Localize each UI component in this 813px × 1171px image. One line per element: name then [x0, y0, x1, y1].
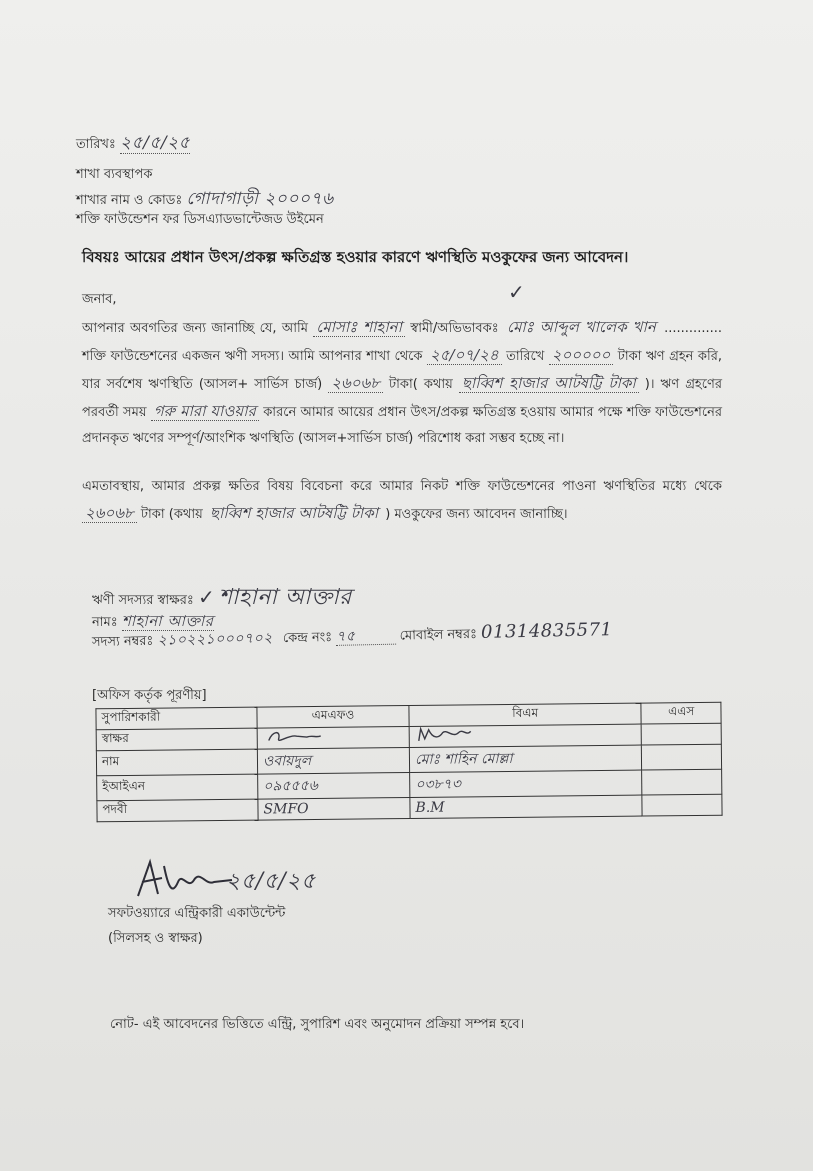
p1-text-e: টাকা ঋণ গ্রহন করি, যার সর্বশেষ ঋণস্থিতি (আসল+ সার্ভিস চার্জ)	[82, 349, 722, 392]
body-paragraph-2	[82, 474, 722, 528]
loan-date-fill: ২৫/০৭/২৪	[427, 346, 502, 365]
office-use-title: [অফিস কর্তৃক পূরণীয়]	[92, 688, 207, 703]
member-signature: শাহানা আক্তার	[218, 585, 352, 610]
mobile-label: মোবাইল নম্বরঃ	[399, 626, 478, 644]
p1-text-c: শক্তি ফাউন্ডেশনের একজন ঋণী সদস্য। আমি আপনার শাখা থেকে	[82, 349, 423, 364]
column-header: এমএফও	[257, 705, 409, 728]
waive-amount-fill: ২৬০৬৮	[82, 504, 137, 523]
column-header: সুপারিশকারী	[96, 707, 257, 730]
as-cell	[642, 769, 722, 795]
checkmark-icon: ✓	[508, 280, 525, 304]
subject-line: বিষয়ঃ আয়ের প্রধান উৎস/প্রকল্প ক্ষতিগ্রস্ত হওয়ার কারণে ঋণস্থিতি মওকুফের জন্য আবেদন।	[82, 248, 629, 266]
bm-signature-cell	[409, 724, 642, 747]
p1-text-f: টাকা( কথায়	[389, 377, 453, 392]
waive-words-fill: ছাব্বিশ হাজার আটষট্টি টাকা	[209, 504, 379, 522]
date-line	[76, 130, 190, 158]
as-cell	[642, 794, 722, 816]
body-paragraph-1: আপনার অবগতির জন্য জানাচ্ছি যে, আমি মোসাঃ শাহানা স্বামী/অভিভাবকঃ মোঃ আব্দুল খালেক খান .............. শক্তি ফাউন্ডেশনের একজন ঋণী সদস্য। আমি আপনার শাখা থেকে ২৫/০৭/২৪ তারিখে ২০০০০০ টাকা ঋণ গ্রহন করি, যার সর্বশেষ ঋণস্থিতি (আসল+ সার্ভিস চার্জ) ২৬০৬৮ টাকা( কথায় ছাব্বিশ হাজার আটষট্টি টাকা )। ঋণ গ্রহণের পরবর্তী সময় গরু মারা যাওয়ার কারনে আমার আয়ের প্রধান উৎস/প্রকল্প ক্ষতিগ্রস্ত হওয়ায় আমার পক্ষে শক্তি ফাউন্ডেশনের প্রদানকৃত ঋণের সম্পূর্ণ/আংশিক ঋণস্থিতি (আসল+সার্ভিস চার্জ) পরিশোধ করা সম্ভব হচ্ছে না।	[82, 318, 722, 446]
center-label: কেন্দ্র নংঃ	[282, 629, 333, 647]
p1-text-b: স্বামী/অভিভাবকঃ	[410, 321, 499, 336]
mfo-signature	[263, 728, 323, 745]
branch-manager: শাখা ব্যবস্থাপক	[76, 167, 153, 182]
date-label: তারিখঃ	[76, 137, 116, 152]
branch-name-label: শাখার নাম ও কোডঃ	[76, 193, 183, 208]
bm-cell: মোঃ শাহিন মোল্লা	[409, 745, 642, 772]
mfo-signature-cell	[257, 726, 409, 749]
p1-text-d: তারিখে	[506, 349, 545, 364]
member-number-label: সদস্য নম্বরঃ	[91, 633, 154, 650]
salutation: জনাব,	[82, 292, 117, 307]
row-label: ইআইএন	[97, 774, 258, 801]
accountant-signature	[128, 856, 238, 902]
column-header: বিএম	[409, 703, 642, 726]
p1-text-a: আপনার অবগতির জন্য জানাচ্ছি যে, আমি	[82, 321, 308, 336]
as-cell	[641, 723, 721, 745]
member-name-fill: মোসাঃ শাহানা	[313, 318, 405, 337]
mfo-cell: ০৯৫৫৫৬	[258, 772, 410, 799]
column-header: এএস	[641, 702, 721, 724]
p2-text-c: ) মওকুফের জন্য আবেদন জানাচ্ছি।	[385, 507, 568, 522]
mfo-cell: SMFO	[258, 797, 410, 820]
bm-signature	[415, 726, 475, 743]
bm-cell: B.M	[410, 795, 643, 818]
date-value: ২৫/৫/২৫	[120, 133, 191, 153]
member-number-value: ২১০২২১০০০৭০২	[157, 630, 273, 649]
row-label: পদবী	[97, 799, 258, 822]
branch-name-value: গোদাগাড়ী ২০০০৭৬	[186, 189, 334, 209]
center-value: ৭৫	[336, 628, 396, 646]
p2-text-b: টাকা (কথায়	[140, 507, 203, 522]
bm-cell: ০৩৮৭৩	[410, 770, 643, 797]
mobile-value: 01314835571	[480, 619, 613, 643]
loan-amount-fill: ২০০০০০	[549, 346, 614, 365]
accountant-sub-label: (সিলসহ ও স্বাক্ষর)	[108, 931, 203, 946]
member-signature-label: ঋণী সদস্যর স্বাক্ষরঃ	[92, 593, 194, 608]
damage-reason-fill: গরু মারা যাওয়ার	[151, 402, 259, 421]
p1-text-h: কারনে আমার আয়ের প্রধান উৎস/প্রকল্প ক্ষতিগ্রস্ত হওয়ায় আমার পক্ষে শক্তি ফাউন্ডেশনের প্রদানকৃত ঋণের সম্পূর্ণ/আংশিক ঋণস্থিতি (আসল+সার্ভিস চার্জ) পরিশোধ করা সম্ভব হচ্ছে না।	[82, 405, 722, 446]
as-cell	[642, 744, 722, 770]
accountant-label: সফটওয়্যারে এন্ট্রিকারী একাউন্টেন্ট	[108, 906, 286, 921]
p2-text-a: এমতাবস্থায়, আমার প্রকল্প ক্ষতির বিষয় বিবেচনা করে আমার নিকট শক্তি ফাউন্ডেশনের পাওনা ঋণস্থিতির মধ্যে থেকে	[82, 479, 722, 494]
member-name-label: নামঃ	[92, 615, 118, 630]
organization-name: শক্তি ফাউন্ডেশন ফর ডিসএ্যাডভান্টেজড উইমেন	[76, 212, 324, 227]
office-use-table	[95, 702, 722, 823]
member-name-value: শাহানা আক্তার	[121, 612, 214, 630]
balance-amount-fill: ২৬০৬৮	[328, 374, 383, 393]
row-label: নাম	[96, 749, 257, 776]
footer-note: নোট- এই আবেদনের ভিত্তিতে এন্ট্রি, সুপারিশ এবং অনুমোদন প্রক্রিয়া সম্পন্ন হবে।	[110, 1017, 525, 1032]
p1-text-g: )। ঋণ গ্রহণের পরবর্তী সময়	[82, 377, 722, 420]
checkmark-icon: ✓	[197, 585, 215, 609]
balance-words-fill: ছাব্বিশ হাজার আটষট্টি টাকা	[459, 374, 639, 393]
guardian-name-fill: মোঃ আব্দুল খালেক খান	[506, 318, 656, 336]
accountant-date: ২৫/৫/২৫	[226, 869, 316, 894]
mfo-cell: ওবায়দুল	[257, 747, 409, 774]
row-label: স্বাক্ষর	[96, 728, 257, 751]
